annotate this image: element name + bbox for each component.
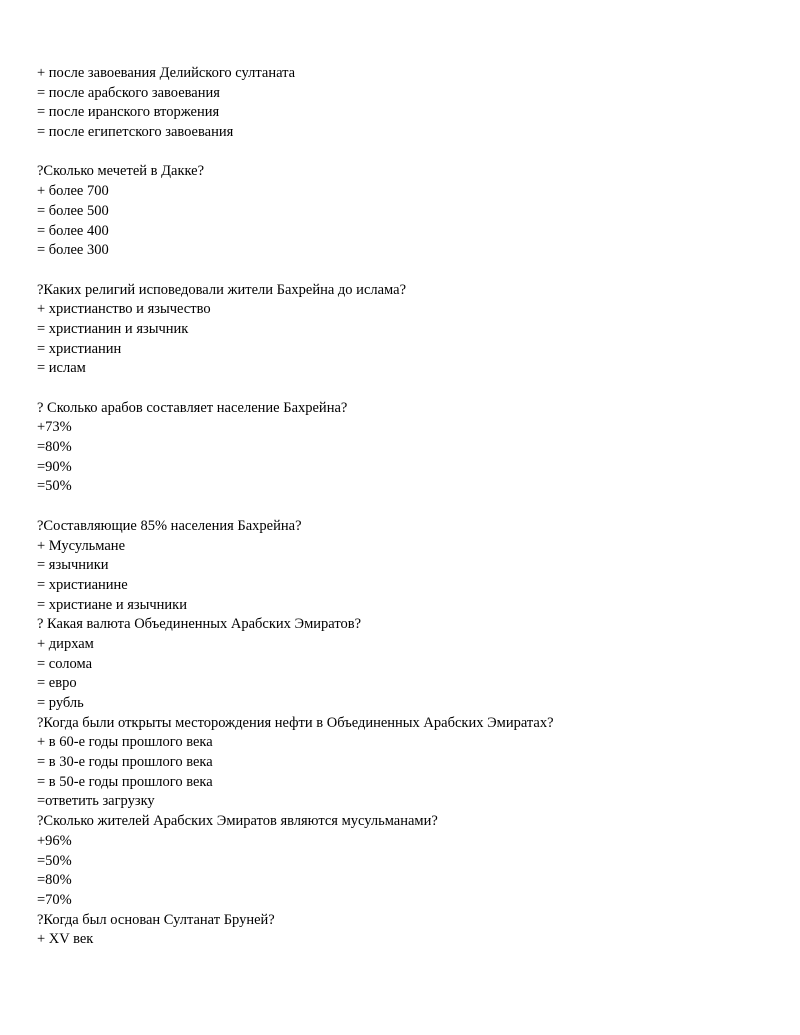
correct-answer-line: +96% — [37, 832, 72, 849]
answer-option-line: =50% — [37, 852, 72, 869]
answer-option-line: = в 50-е годы прошлого века — [37, 773, 213, 790]
question-line: ?Сколько мечетей в Дакке? — [37, 163, 205, 180]
answer-option-line: =70% — [37, 891, 72, 908]
question-line: ?Когда были открыты месторождения нефти в Объединенных Арабских Эмиратах? — [37, 714, 554, 731]
blank-line — [37, 497, 777, 517]
blank-line — [37, 143, 777, 163]
answer-option-line: = христианине — [37, 576, 128, 593]
answer-option-line: = после иранского вторжения — [37, 104, 220, 121]
answer-option-line: =ответить загрузку — [37, 793, 155, 810]
answer-option-line: = более 300 — [37, 242, 109, 259]
answer-option-line: = евро — [37, 675, 77, 692]
question-line: ?Когда был основан Султанат Бруней? — [37, 911, 275, 928]
correct-answer-line: + христианство и язычество — [37, 301, 211, 318]
answer-option-line: = христиане и язычники — [37, 596, 187, 613]
correct-answer-line: + дирхам — [37, 635, 94, 652]
answer-option-line: = после египетского завоевания — [37, 124, 234, 141]
answer-option-line: =80% — [37, 439, 72, 456]
document-body — [37, 64, 777, 950]
answer-option-line: = более 400 — [37, 222, 109, 239]
question-line: ?Составляющие 85% населения Бахрейна? — [37, 517, 302, 534]
question-line: ?Каких религий исповедовали жители Бахрейна до ислама? — [37, 281, 406, 298]
correct-answer-line: + в 60-е годы прошлого века — [37, 734, 213, 751]
correct-answer-line: + XV век — [37, 931, 94, 948]
question-line: ?Сколько жителей Арабских Эмиратов являются мусульманами? — [37, 813, 438, 830]
correct-answer-line: +73% — [37, 419, 72, 436]
answer-option-line: = ислам — [37, 360, 86, 377]
correct-answer-line: + Мусульмане — [37, 537, 125, 554]
blank-line — [37, 261, 777, 281]
answer-option-line: =50% — [37, 478, 72, 495]
answer-option-line: =80% — [37, 872, 72, 889]
answer-option-line: = после арабского завоевания — [37, 84, 220, 101]
answer-option-line: = более 500 — [37, 202, 109, 219]
correct-answer-line: + более 700 — [37, 183, 109, 200]
answer-option-line: = рубль — [37, 695, 84, 711]
correct-answer-line: + после завоевания Делийского султаната — [37, 65, 296, 81]
answer-option-line: = язычники — [37, 557, 109, 574]
answer-option-line: = солома — [37, 655, 93, 672]
question-line: ? Какая валюта Объединенных Арабских Эмиратов? — [37, 616, 362, 633]
answer-option-line: = христианин — [37, 340, 122, 357]
question-line: ? Сколько арабов составляет население Бахрейна? — [37, 399, 348, 416]
answer-option-line: = в 30-е годы прошлого века — [37, 754, 213, 771]
answer-option-line: =90% — [37, 458, 72, 475]
blank-line — [37, 379, 777, 399]
answer-option-line: = христианин и язычник — [37, 320, 189, 337]
